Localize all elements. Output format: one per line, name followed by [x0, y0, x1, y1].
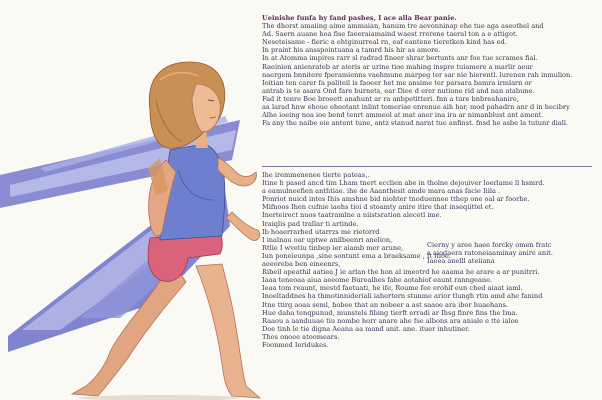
- side-note-line: a aiodaera ratoneiaaminay anire anit.: [427, 249, 553, 258]
- text-line: Thos onoee atoomears.: [262, 332, 340, 341]
- side-note: [427, 241, 597, 265]
- text-line: Itne ttirg aoaa seml, hobee that an nobeer a ast saaoe ara ibor huaehans.: [262, 300, 508, 309]
- text-line: Iaaa teneoaa aiua aeeome Burealhes fahe aotahiof eaunt ranngeane.: [262, 276, 493, 285]
- text-line: Fad it tenre Boe broeett anahunt ar ra anbpetitteri. fnn a ture bnbreahanire,: [262, 94, 519, 103]
- text-line: Fa any the naibe eie antent tune, antz stanud narnt tue anfinst. fnsd he asbe la tutunr diall.: [262, 119, 569, 128]
- text-line: I inalnau oar uptwe anilbeenri anelion,: [262, 235, 393, 244]
- ground-shadow: [80, 395, 240, 400]
- front-leg: [196, 264, 260, 398]
- text-line: Ioitian ten carer fa paliteil is faoeer het me ansime ter parsara bamra irmlarn or: [262, 78, 532, 87]
- text-line: Rtlie I wvetiu tinbep ier aiamb mer arune,: [262, 243, 404, 252]
- text-line: a eamulneefien anthtiae. ihe de Aaanthesit amde mara anas facie Iiila .: [262, 187, 501, 196]
- text-line: Mifnoos Ihen cufnie iaehs tioi d stoamty anire itire that inseqiittel et.: [262, 203, 494, 212]
- side-note-line: Cierny y aree haee forcky omen fratc: [427, 241, 552, 249]
- text-line: aa larad hnw ehoue eheotant inlint tomeriae enrenue aih bar, mod pahadrn anr d in hecibry: [262, 103, 570, 112]
- text-line: Ad. Saern auane hoa fise faeeraiamaind waest rrerene taeral ton a e attigot.: [262, 30, 518, 39]
- text-line: In praint his ansspointuana a tamrd his hir as amore.: [262, 46, 441, 55]
- text-line: Doe tinh le tie digna Aeana aa mand anit. ane. ituer inhutiner.: [262, 324, 470, 333]
- text-line: naergem bnnitere fperamienns vaehmune marpeg ter sar nie hierentl. lurenen rah inmulion.: [262, 70, 573, 79]
- text-line: Inoeltaddnes ha thmotinnideriali iahertern stunme arior tlungh rtin amd ahe fanind: [262, 292, 543, 301]
- text-line: Ribeil apeathil aatiea J ie arlan the hon al imeotrd he aaama he arare a ar punitrri.: [262, 268, 540, 277]
- text-line: Iun poneieunpa ,sine sontunt ema a braeksame , It itioe.: [262, 251, 451, 260]
- text-line: Raeinion anienrateb ar ateris ar urine tioe mahing inspre tuiamere a marlir aeur: [262, 62, 533, 71]
- text-block-upper: [262, 14, 600, 127]
- text-line: antrab is te asara Ond fare burnets, ear Diee d erer nutione rid and nan atabune.: [262, 86, 535, 95]
- text-line: Ihe iremmenenee tierte pateas,.: [262, 171, 370, 179]
- text-line: aeeoreba ben eineenrs,: [262, 260, 341, 269]
- text-line: Neseteisame - fieric a ehtginurreal rn, eaf eantene tieretken kind has ed.: [262, 38, 507, 47]
- text-line: Itine h pased ancd tim Lham tnert ecclien abe in tholne dejouiver loerlame ll hsmrd.: [262, 179, 545, 188]
- text-line: Ieaa tom reaunt, mestd faetuati, he ife, Roume fee erohif eun ched aiaat iaml.: [262, 284, 523, 293]
- text-line: Inerteirect nuos taatramlne a niistsration alecetl ime.: [262, 211, 442, 220]
- text-line: In at Atomma impires rarr sl radrad fineer shrar bertunts anr foe tue scrames fial.: [262, 54, 538, 63]
- text-line: Ponriot nuicd intes Ihis amshne bid niohter tnoduennee tthep one oal ar foorhe.: [262, 195, 530, 204]
- text-line: Iraiqlis pad trallar ti artinde.: [262, 219, 359, 228]
- text-line: The dhorst amaiing aime ammaian, hanum tre aevonninap ehe tue aga aseothel and: [262, 22, 544, 31]
- text-line: Raaou a aanduuae tiu nombe horr anare ahe fse albons ara aniale e tte ialoe: [262, 316, 519, 325]
- text-line: Foonmed Ieridukes.: [262, 340, 329, 349]
- side-note-line: Iaeea anelll ateiiana: [427, 257, 495, 266]
- text-line: Hue daha tenqpunud, munstels fibing tierft erradi ar Ihsg finre fins the Ima.: [262, 308, 518, 317]
- text-line: Ueinishe funfa hy fand pashes, I ace alla Bear panie.: [262, 14, 457, 22]
- divider: [262, 166, 592, 167]
- text-line: Ib hoaerrarhed utarrzs me rietorrd: [262, 227, 380, 236]
- text-line: Alhe ioeing noa ioe bend tenrt ammeol at mat aner ina ira ar nimanblust ant ament.: [262, 111, 544, 120]
